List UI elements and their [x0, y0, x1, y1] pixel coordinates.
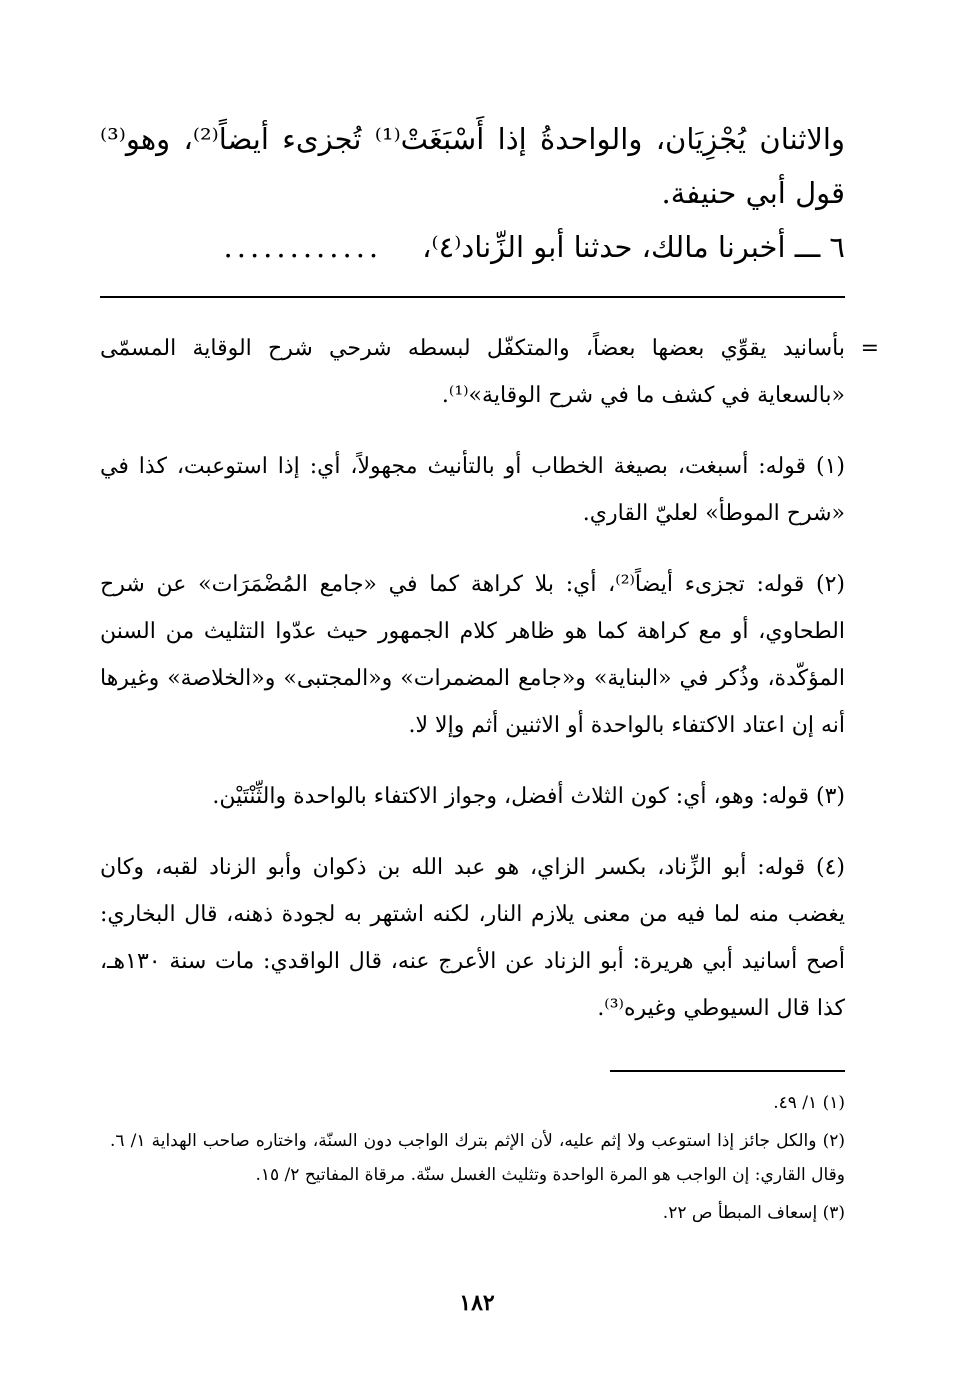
commentary-note-2: (٢) قوله: تجزىء أيضاً⁽²⁾، أي: بلا كراهة كما في «جامع المُضْمَرَات» عن شرح الطحاوي، أو مع كراهة كما هو ظاهر كلام الجمهور حيث عدّوا التثليث من السنن المؤكّدة، وذُكر في «البناية» و«جامع المضمرات» و«المجتبى» و«الخلاصة» وغيرها أنه إن اعتاد الاكتفاء بالواحدة أو الاثنين أثم وإلا لا.: [100, 572, 845, 738]
commentary-continuation: [100, 325, 879, 419]
commentary-note-1: (١) قوله: أسبغت، بصيغة الخطاب أو بالتأنيث مجهولاً، أي: إذا استوعبت، كذا في «شرح الموطأ» لعليّ القاري.: [100, 454, 845, 526]
page-number: ١٨٢: [459, 1290, 495, 1316]
dots-leader: ............: [223, 230, 383, 264]
footnotes: [110, 1086, 845, 1234]
footnote-1: (١) ١/ ٤٩.: [773, 1093, 845, 1113]
main-paragraph: والاثنان يُجْزِيَان، والواحدةُ إذا أَسْبَغَتْ⁽¹⁾ تُجزىء أيضاً⁽²⁾، وهو⁽³⁾ قول أبي حنيفة.: [100, 122, 845, 210]
hadith-line: [100, 220, 845, 274]
commentary-section: [100, 325, 879, 1056]
continuation-marker: =: [860, 336, 879, 361]
footnote-separator-rule: [610, 1070, 845, 1072]
main-text: [100, 112, 845, 274]
commentary-note-3: (٣) قوله: وهو، أي: كون الثلاث أفضل، وجواز الاكتفاء بالواحدة والثِّنْتَيْن.: [212, 784, 845, 809]
hadith-text: ٦ ـــ أخبرنا مالك، حدثنا أبو الزِّناد⁽٤⁾،: [422, 230, 845, 264]
footnote-2: (٢) والكل جائز إذا استوعب ولا إثم عليه، لأن الإثم بترك الواجب دون السنّة، واختاره صاحب الهداية ١/ ٦. وقال القاري: إن الواجب هو المرة الواحدة وتثليث الغسل سنّة. مرقاة المفاتيح ٢/ ١٥.: [110, 1131, 845, 1185]
continuation-text: بأسانيد يقوِّي بعضها بعضاً، والمتكفّل لبسطه شرحي شرح الوقاية المسمّى «بالسعاية في كشف ما في شرح الوقاية»⁽¹⁾.: [100, 336, 845, 408]
commentary-note-4: (٤) قوله: أبو الزِّناد، بكسر الزاي، هو عبد الله بن ذكوان وأبو الزناد لقبه، وكان يغضب منه لما فيه من معنى يلازم النار، لكنه اشتهر به لجودة ذهنه، قال البخاري: أصح أسانيد أبي هريرة: أبو الزناد عن الأعرج عنه، قال الواقدي: مات سنة ١٣٠هـ، كذا قال السيوطي وغيره⁽³⁾.: [100, 855, 845, 1021]
footnote-3: (٣) إسعاف المبطأ ص ٢٢.: [662, 1203, 845, 1223]
main-separator-rule: [100, 296, 845, 298]
